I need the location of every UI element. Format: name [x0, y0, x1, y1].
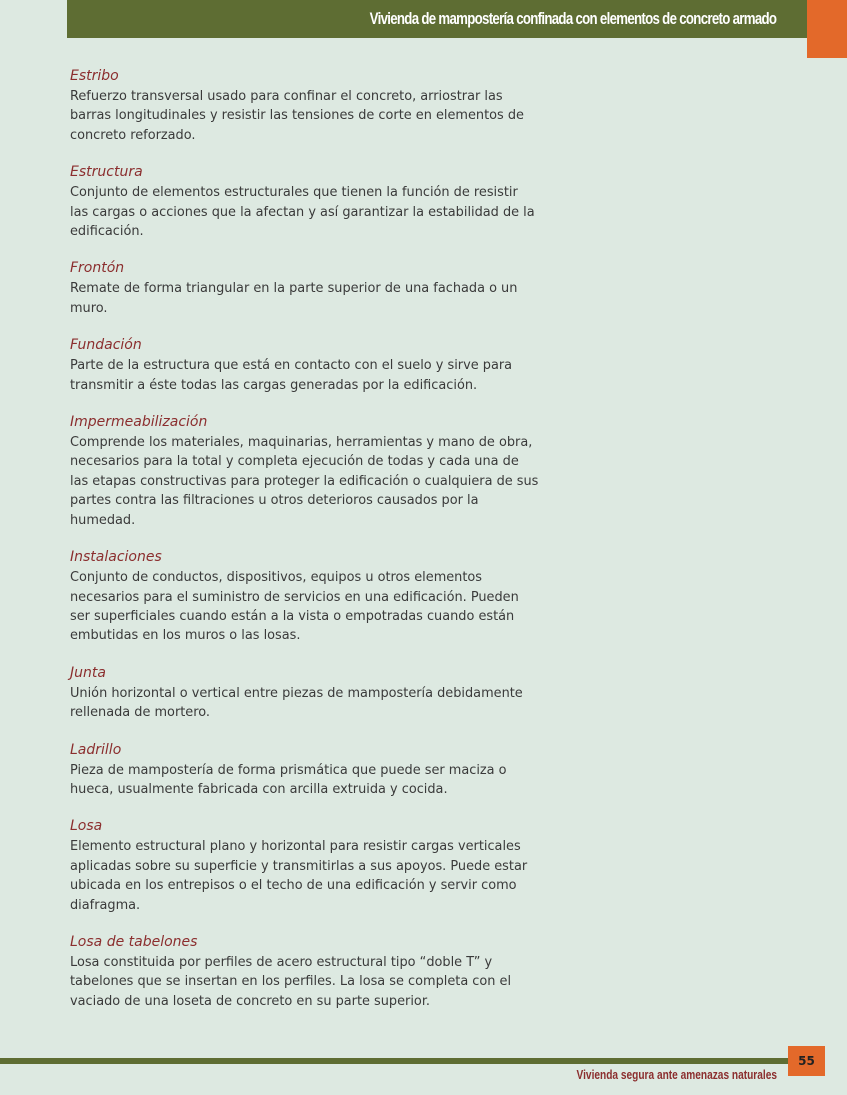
glossary-entry — [70, 664, 540, 723]
header-accent-tab — [807, 0, 847, 58]
glossary-term: Junta — [70, 664, 106, 681]
glossary-term: Frontón — [70, 260, 125, 277]
footer-rule — [0, 1058, 790, 1064]
page-number: 55 — [788, 1046, 825, 1076]
glossary-entry — [70, 336, 540, 395]
glossary-term: Estructura — [70, 164, 143, 181]
glossary-definition: Elemento estructural plano y horizontal para resistir cargas verticales aplicadas sobre su superficie y transmitirlas a sus apoyos. Puede estar ubicada en los entrepisos o el techo de una edificación y servir como diafragma. — [70, 839, 528, 913]
glossary-entry — [70, 933, 540, 1011]
glossary-entry — [70, 741, 540, 800]
glossary-entry — [70, 67, 540, 145]
glossary-entry — [70, 163, 540, 241]
glossary-term: Losa — [70, 818, 103, 835]
glossary-term: Ladrillo — [70, 741, 122, 758]
glossary-entry — [70, 548, 540, 646]
glossary-definition: Parte de la estructura que está en contacto con el suelo y sirve para transmitir a éste todas las cargas generadas por la edificación. — [70, 358, 513, 393]
glossary-definition: Comprende los materiales, maquinarias, herramientas y mano de obra, necesarios para la total y completa ejecución de todas y cada una de las etapas constructivas para proteger la edificación o cualquiera de sus partes contra las filtraciones u otros deterioros causados por la humedad. — [70, 435, 539, 528]
glossary-definition: Pieza de mampostería de forma prismática que puede ser maciza o hueca, usualmente fabricada con arcilla extruida y cocida. — [70, 762, 507, 797]
glossary-entry — [70, 259, 540, 318]
glossary-term: Instalaciones — [70, 549, 162, 566]
glossary-definition: Losa constituida por perfiles de acero estructural tipo “doble T” y tabelones que se insertan en los perfiles. La losa se completa con el vaciado de una loseta de concreto en su parte superior. — [70, 954, 512, 1009]
glossary-term: Losa de tabelones — [70, 933, 198, 950]
glossary-definition: Remate de forma triangular en la parte superior de una fachada o un muro. — [70, 281, 518, 316]
glossary-entry — [70, 817, 540, 915]
header-bar — [67, 0, 824, 38]
header-title: Vivienda de mampostería confinada con elementos de concreto armado — [369, 9, 776, 28]
glossary-definition: Conjunto de conductos, dispositivos, equipos u otros elementos necesarios para el suministro de servicios en una edificación. Pueden ser superficiales cuando están a la vista o empotradas cuando están embutidas en los muros o las losas. — [70, 570, 519, 644]
footer-title: Vivienda segura ante amenazas naturales — [576, 1067, 777, 1082]
glossary-term: Impermeabilización — [70, 414, 208, 431]
glossary-entry — [70, 413, 540, 530]
glossary-definition: Refuerzo transversal usado para confinar el concreto, arriostrar las barras longitudinales y resistir las tensiones de corte en elementos de concreto reforzado. — [70, 89, 524, 143]
glossary-definition: Conjunto de elementos estructurales que tienen la función de resistir las cargas o acciones que la afectan y así garantizar la estabilidad de la edificación. — [70, 185, 535, 240]
glossary-list — [70, 67, 540, 1029]
glossary-definition: Unión horizontal o vertical entre piezas de mampostería debidamente rellenada de mortero. — [70, 685, 523, 721]
glossary-term: Estribo — [70, 68, 119, 84]
glossary-term: Fundación — [70, 337, 142, 354]
